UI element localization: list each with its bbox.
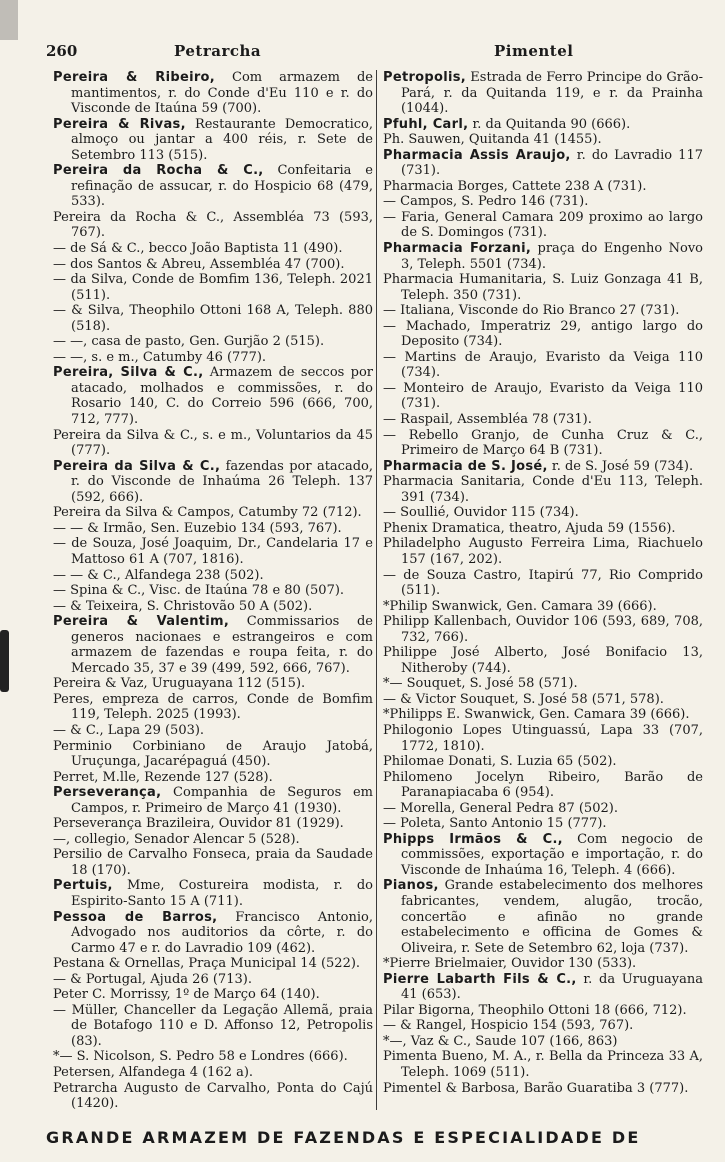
entry-text: *Philip Swanwick, Gen. Camara 39 (666). xyxy=(383,598,657,614)
entry-text: Perseverança Brazileira, Ouvidor 81 (1929). xyxy=(53,816,344,832)
entry-name: Petropolis, xyxy=(383,70,467,85)
entry-text: Persilio de Carvalho Fonseca, praia da Saudade 18 (170). xyxy=(53,847,373,878)
entry-text: Pestana & Ornellas, Praça Municipal 14 (522). xyxy=(53,956,361,972)
directory-entry xyxy=(383,194,703,210)
directory-entry xyxy=(383,1018,703,1034)
right-column xyxy=(383,70,703,1096)
entry-text: Philippe José Alberto, José Bonifacio 13, Nitheroby (744). xyxy=(383,645,703,676)
directory-entry xyxy=(383,505,703,521)
entry-text: — Morella, General Pedra 87 (502). xyxy=(383,800,618,816)
entry-text: Com negocio de commissões, exportação e importação, r. do Visconde de Inhaúma 16, Teleph. 4 (666). xyxy=(401,831,703,878)
entry-text: Com armazem de mantimentos, r. do Conde d'Eu 110 e r. do Visconde de Itaúna 59 (700). xyxy=(71,70,373,117)
directory-entry xyxy=(383,972,703,1003)
entry-text: Pereira da Rocha & C., Assembléa 73 (593, 767). xyxy=(53,209,373,241)
entry-text: *—, Vaz & C., Saude 107 (166, 863) xyxy=(383,1033,618,1049)
directory-entry xyxy=(53,614,373,676)
entry-text: r. de S. José 59 (734). xyxy=(547,458,694,474)
entry-text: — Soullié, Ouvidor 115 (734). xyxy=(383,505,579,521)
directory-entry xyxy=(383,568,703,599)
directory-entry xyxy=(53,505,373,521)
directory-entry xyxy=(383,412,703,428)
entry-text: — Machado, Imperatriz 29, antigo largo do Deposito (734). xyxy=(383,318,703,350)
entry-text: Francisco Antonio, Advogado nos auditorios da côrte, r. do Carmo 47 e r. do Lavradio 109 (462). xyxy=(71,909,373,956)
directory-entry xyxy=(53,1003,373,1050)
entry-text: — —, s. e m., Catumby 46 (777). xyxy=(53,349,267,365)
entry-text: Confeitaria e refinação de assucar, r. do Hospicio 68 (479, 533). xyxy=(71,163,373,210)
entry-text: — & Victor Souquet, S. José 58 (571, 578). xyxy=(383,691,664,707)
entry-text: *Pierre Brielmaier, Ouvidor 130 (533). xyxy=(383,956,637,972)
directory-entry xyxy=(383,428,703,459)
directory-entry xyxy=(383,521,703,537)
entry-text: — —, casa de pasto, Gen. Gurjão 2 (515). xyxy=(53,334,325,350)
entry-name: Pereira & Ribeiro, xyxy=(53,70,216,85)
entry-text: — — & C., Alfandega 238 (502). xyxy=(53,567,264,583)
directory-entry xyxy=(383,676,703,692)
directory-entry xyxy=(53,956,373,972)
directory-entry xyxy=(383,179,703,195)
directory-entry xyxy=(383,303,703,319)
directory-entry xyxy=(383,599,703,615)
directory-entry xyxy=(53,972,373,988)
margin-mark xyxy=(0,0,18,40)
entry-text: Commissarios de generos nacionaes e estrangeiros e com armazem de fazendas e roupa feita, r. do Mercado 35, 37 e 39 (499, 592, 666, 767). xyxy=(71,614,373,676)
entry-name: Pertuis, xyxy=(53,878,113,894)
directory-entry xyxy=(383,707,703,723)
directory-entry xyxy=(53,334,373,350)
entry-text: — Raspail, Assembléa 78 (731). xyxy=(383,412,592,428)
directory-entry xyxy=(383,350,703,381)
entry-text: *— S. Nicolson, S. Pedro 58 e Londres (666). xyxy=(53,1049,348,1065)
directory-entry xyxy=(53,272,373,303)
directory-entry xyxy=(53,987,373,1003)
entry-text: — & C., Lapa 29 (503). xyxy=(53,722,205,738)
directory-entry xyxy=(383,878,703,956)
entry-text: Petersen, Alfandega 4 (162 a). xyxy=(53,1065,254,1080)
directory-entry xyxy=(53,459,373,506)
directory-entry xyxy=(53,350,373,366)
directory-entry xyxy=(53,1081,373,1112)
directory-entry xyxy=(53,1065,373,1081)
entry-name: Pharmacia Forzani, xyxy=(383,241,532,257)
entry-text: — de Souza Castro, Itapirú 77, Rio Comprido (511). xyxy=(383,567,703,599)
directory-entry xyxy=(383,319,703,350)
directory-entry xyxy=(383,645,703,676)
directory-entry xyxy=(383,132,703,148)
entry-text: — & Portugal, Ajuda 26 (713). xyxy=(53,971,252,987)
directory-entry xyxy=(383,70,703,117)
directory-entry xyxy=(383,801,703,817)
entry-text: Philogonio Lopes Utinguassú, Lapa 33 (707, 1772, 1810). xyxy=(383,722,703,754)
entry-text: Pereira da Silva & C., s. e m., Voluntarios da 45 (777). xyxy=(53,427,373,459)
directory-entry xyxy=(53,676,373,692)
entry-text: *Philipps E. Swanwick, Gen. Camara 39 (666). xyxy=(383,707,690,723)
entry-text: Pharmacia Borges, Cattete 238 A (731). xyxy=(383,178,647,194)
directory-entry xyxy=(383,816,703,832)
directory-entry xyxy=(53,770,373,786)
entry-name: Pereira & Rivas, xyxy=(53,116,186,132)
directory-entry xyxy=(53,723,373,739)
entry-name: Pierre Labarth Fils & C., xyxy=(383,971,577,987)
entry-text: Philomeno Jocelyn Ribeiro, Barão de Paranapiacaba 6 (954). xyxy=(383,769,703,801)
entry-text: Pilar Bigorna, Theophilo Ottoni 18 (666, 712). xyxy=(383,1002,687,1018)
directory-entry xyxy=(383,272,703,303)
entry-text: —, collegio, Senador Alencar 5 (528). xyxy=(53,831,300,847)
directory-entry xyxy=(53,241,373,257)
entry-text: Estrada de Ferro Principe do Grão-Pará, r. da Quitanda 119, e r. da Prainha (1044). xyxy=(401,70,703,117)
directory-entry xyxy=(383,474,703,505)
entry-text: — & Silva, Theophilo Ottoni 168 A, Teleph. 880 (518). xyxy=(53,303,373,334)
directory-entry xyxy=(53,785,373,816)
entry-text: Philipp Kallenbach, Ouvidor 106 (593, 689, 708, 732, 766). xyxy=(383,614,703,645)
directory-entry xyxy=(383,148,703,179)
directory-entry xyxy=(383,614,703,645)
directory-entry xyxy=(53,910,373,957)
directory-entry xyxy=(53,847,373,878)
entry-text: — Rebello Granjo, de Cunha Cruz & C., Primeiro de Março 64 B (731). xyxy=(383,427,703,459)
page-number: 260 xyxy=(46,42,78,60)
entry-name: Pereira da Silva & C., xyxy=(53,458,221,474)
entry-text: r. do Lavradio 117 (731). xyxy=(401,147,703,179)
directory-entry xyxy=(53,210,373,241)
directory-entry xyxy=(383,1034,703,1050)
entry-text: — Faria, General Camara 209 proximo ao largo de S. Domingos (731). xyxy=(383,209,703,241)
directory-entry xyxy=(53,365,373,427)
entry-text: Ph. Sauwen, Quitanda 41 (1455). xyxy=(383,132,602,148)
directory-entry xyxy=(53,163,373,210)
directory-entry xyxy=(383,1081,703,1097)
entry-text: Pereira da Silva & Campos, Catumby 72 (712). xyxy=(53,505,362,521)
entry-name: Pharmacia Assis Araujo, xyxy=(383,147,571,163)
entry-name: Pfuhl, Carl, xyxy=(383,116,469,132)
entry-name: Pereira da Rocha & C., xyxy=(53,163,264,179)
entry-text: — & Teixeira, S. Christovão 50 A (502). xyxy=(53,598,313,614)
page-header xyxy=(46,42,711,64)
margin-mark xyxy=(0,630,9,692)
entry-text: — da Silva, Conde de Bomfim 136, Teleph. 2021 (511). xyxy=(53,272,373,303)
entry-text: praça do Engenho Novo 3, Teleph. 5501 (734). xyxy=(401,241,703,272)
entry-text: *— Souquet, S. José 58 (571). xyxy=(383,676,578,692)
directory-entry xyxy=(53,1049,373,1065)
entry-text: Companhia de Seguros em Campos, r. Primeiro de Março 41 (1930). xyxy=(71,785,373,816)
entry-name: Pharmacia de S. José, xyxy=(383,458,548,474)
directory-entry xyxy=(53,816,373,832)
entry-text: Petrarcha Augusto de Carvalho, Ponta do Cajú (1420). xyxy=(53,1080,373,1112)
entry-text: Pimenta Bueno, M. A., r. Bella da Princeza 33 A, Teleph. 1069 (511). xyxy=(383,1049,703,1080)
entry-name: Perseverança, xyxy=(53,785,162,801)
directory-entry xyxy=(53,878,373,909)
directory-entry xyxy=(53,568,373,584)
entry-text: — de Sá & C., becco João Baptista 11 (490). xyxy=(53,241,343,257)
directory-entry xyxy=(383,692,703,708)
entry-text: — Martins de Araujo, Evaristo da Veiga 110 (734). xyxy=(383,349,703,381)
directory-entry xyxy=(383,754,703,770)
entry-text: r. da Quitanda 90 (666). xyxy=(468,116,631,132)
entry-text: Peter C. Morrissy, 1º de Março 64 (140). xyxy=(53,987,320,1003)
entry-text: Pharmacia Sanitaria, Conde d'Eu 113, Teleph. 391 (734). xyxy=(383,474,703,505)
directory-entry xyxy=(383,1049,703,1080)
entry-text: Philadelpho Augusto Ferreira Lima, Riachuelo 157 (167, 202). xyxy=(383,536,703,567)
entry-text: — & Rangel, Hospicio 154 (593, 767). xyxy=(383,1018,634,1034)
entry-text: — dos Santos & Abreu, Assembléa 47 (700). xyxy=(53,256,345,272)
directory-entry xyxy=(383,832,703,879)
directory-entry xyxy=(53,257,373,273)
directory-entry xyxy=(53,303,373,334)
running-head-left: Petrarcha xyxy=(174,42,262,60)
directory-entry xyxy=(53,70,373,117)
directory-entry xyxy=(383,1003,703,1019)
running-head-right: Pimentel xyxy=(494,42,574,60)
entry-text: Peres, empreza de carros, Conde de Bomfim 119, Teleph. 2025 (1993). xyxy=(53,691,373,723)
directory-entry xyxy=(53,428,373,459)
directory-entry xyxy=(383,770,703,801)
entry-text: Perret, M.lle, Rezende 127 (528). xyxy=(53,769,273,785)
entry-text: Armazem de seccos por atacado, molhados e commissões, r. do Rosario 140, C. do Correio 596 (666, 700, 712, 777). xyxy=(71,365,373,428)
directory-entry xyxy=(383,459,703,475)
entry-text: Phenix Dramatica, theatro, Ajuda 59 (1556). xyxy=(383,520,676,536)
entry-text: Restaurante Democratico, almoço ou jantar a 400 réis, r. Sete de Setembro 113 (515). xyxy=(71,116,373,163)
directory-entry xyxy=(383,241,703,272)
directory-entry xyxy=(53,536,373,567)
entry-text: — Campos, S. Pedro 146 (731). xyxy=(383,194,589,210)
entry-text: fazendas por atacado, r. do Visconde de Inhaúma 26 Teleph. 137 (592, 666). xyxy=(71,458,373,505)
entry-text: — Spina & C., Visc. de Itaúna 78 e 80 (507). xyxy=(53,583,345,599)
entry-text: Grande estabelecimento dos melhores fabricantes, vendem, alugão, trocão, concertão e afinão no grande estabelecimento e officina de Gomes & Oliveira, r. Sete de Setembro 62, loja (737). xyxy=(401,878,703,956)
entry-text: Pharmacia Humanitaria, S. Luiz Gonzaga 41 B, Teleph. 350 (731). xyxy=(383,272,703,303)
directory-entry xyxy=(383,536,703,567)
directory-entry xyxy=(53,521,373,537)
directory-entry xyxy=(53,739,373,770)
entry-text: — de Souza, José Joaquim, Dr., Candelaria 17 e Mattoso 61 A (707, 1816). xyxy=(53,536,373,567)
footer-banner: GRANDE ARMAZEM DE FAZENDAS E ESPECIALIDADE DE xyxy=(46,1128,641,1147)
directory-entry xyxy=(53,832,373,848)
directory-entry xyxy=(383,723,703,754)
entry-text: Pimentel & Barbosa, Barão Guaratiba 3 (777). xyxy=(383,1080,689,1096)
entry-text: Mme, Costureira modista, r. do Espirito-Santo 15 A (711). xyxy=(71,878,373,909)
entry-name: Pereira & Valentim, xyxy=(53,614,230,630)
entry-text: — — & Irmão, Sen. Euzebio 134 (593, 767). xyxy=(53,520,342,536)
directory-entry xyxy=(383,956,703,972)
entry-text: — Italiana, Visconde do Rio Branco 27 (731). xyxy=(383,303,680,319)
entry-text: Perminio Corbiniano de Araujo Jatobá, Uruçunga, Jacarépaguá (450). xyxy=(53,738,373,770)
entry-text: Philomae Donati, S. Luzia 65 (502). xyxy=(383,754,617,770)
column-divider xyxy=(376,70,377,1110)
directory-entry xyxy=(53,583,373,599)
directory-entry xyxy=(53,117,373,164)
directory-entry xyxy=(53,599,373,615)
left-column xyxy=(53,70,373,1112)
directory-entry xyxy=(383,117,703,133)
directory-entry xyxy=(383,210,703,241)
entry-text: Pereira & Vaz, Uruguayana 112 (515). xyxy=(53,676,306,692)
entry-text: r. da Uruguayana 41 (653). xyxy=(401,971,704,1003)
entry-name: Pessoa de Barros, xyxy=(53,909,218,925)
entry-name: Pereira, Silva & C., xyxy=(53,365,204,381)
entry-text: — Monteiro de Araujo, Evaristo da Veiga 110 (731). xyxy=(383,380,703,412)
entry-name: Phipps Irmãos & C., xyxy=(383,831,563,847)
entry-text: — Poleta, Santo Antonio 15 (777). xyxy=(383,816,607,832)
entry-text: — Müller, Chanceller da Legação Allemã, praia de Botafogo 110 e D. Affonso 12, Petropolis (83). xyxy=(53,1002,373,1049)
directory-entry xyxy=(383,381,703,412)
entry-name: Pianos, xyxy=(383,878,439,894)
directory-entry xyxy=(53,692,373,723)
